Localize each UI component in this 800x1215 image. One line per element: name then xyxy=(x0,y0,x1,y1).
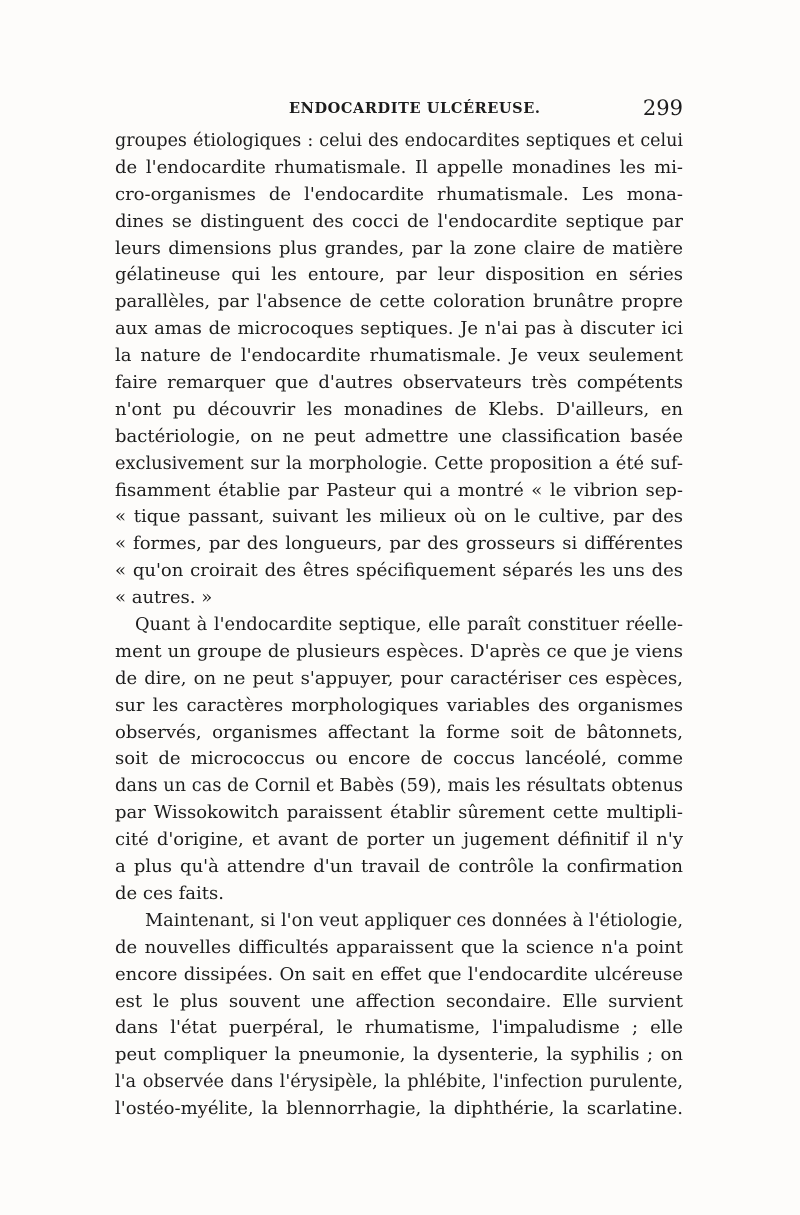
text-line: leurs dimensions plus grandes, par la zone claire de matière xyxy=(115,237,683,259)
text-line: parallèles, par l'absence de cette coloration brunâtre propre xyxy=(115,291,683,313)
text-line: cité d'origine, et avant de porter un jugement définitif il n'y xyxy=(115,829,683,851)
text-line: bactériologie, on ne peut admettre une classification basée xyxy=(115,425,683,447)
text-line: exclusivement sur la morphologie. Cette proposition a été suf- xyxy=(115,453,683,474)
text-line: observés, organismes affectant la forme soit de bâtonnets, xyxy=(115,721,683,743)
text-line: encore dissipées. On sait en effet que l'endocardite ulcéreuse xyxy=(115,963,683,985)
text-line: de ces faits. xyxy=(115,882,224,904)
text-line: l'ostéo-myélite, la blennorrhagie, la diphthérie, la scarlatine. xyxy=(115,1098,683,1120)
text-line: dans un cas de Cornil et Babès (59), mais les résultats obtenus xyxy=(115,776,683,797)
text-line: de nouvelles difficultés apparaissent que la science n'a point xyxy=(115,936,683,958)
text-line: groupes étiologiques : celui des endocardites septiques et celui xyxy=(115,131,683,151)
text-line: « qu'on croirait des êtres spécifiquement séparés les uns des xyxy=(115,560,683,582)
text-line: a plus qu'à attendre d'un travail de contrôle la confirmation xyxy=(115,856,683,878)
running-title: ENDOCARDITE ULCÉREUSE. xyxy=(289,100,541,117)
running-head xyxy=(115,98,683,124)
text-line: fisamment établie par Pasteur qui a montré « le vibrion sep- xyxy=(115,479,683,501)
body-text xyxy=(115,128,683,1123)
text-line: est le plus souvent une affection secondaire. Elle survient xyxy=(115,990,683,1012)
text-line: « autres. » xyxy=(115,587,213,609)
text-line: gélatineuse qui les entoure, par leur disposition en séries xyxy=(115,264,683,286)
text-line: aux amas de microcoques septiques. Je n'ai pas à discuter ici xyxy=(115,318,683,340)
text-line: n'ont pu découvrir les monadines de Klebs. D'ailleurs, en xyxy=(115,398,683,420)
paragraph-first-line: Maintenant, si l'on veut appliquer ces données à l'étiologie, xyxy=(145,910,683,931)
text-line: « formes, par des longueurs, par des grosseurs si différentes xyxy=(115,533,683,555)
text-line: faire remarquer que d'autres observateurs très compétents xyxy=(115,372,683,394)
text-line: peut compliquer la pneumonie, la dysenterie, la syphilis ; on xyxy=(115,1044,683,1066)
text-line: par Wissokowitch paraissent établir sûrement cette multipli- xyxy=(115,802,683,824)
text-line: dines se distinguent des cocci de l'endocardite septique par xyxy=(115,210,683,232)
text-line: l'a observée dans l'érysipèle, la phlébite, l'infection purulente, xyxy=(115,1072,683,1093)
text-line: dans l'état puerpéral, le rhumatisme, l'impaludisme ; elle xyxy=(115,1017,683,1039)
text-line: de l'endocardite rhumatismale. Il appelle monadines les mi- xyxy=(115,156,683,178)
page-number: 299 xyxy=(642,96,683,120)
text-line: soit de micrococcus ou encore de coccus lancéolé, comme xyxy=(115,748,683,770)
text-line: de dire, on ne peut s'appuyer, pour caractériser ces espèces, xyxy=(115,667,683,689)
text-line: la nature de l'endocardite rhumatismale. Je veux seulement xyxy=(115,345,683,367)
text-line: cro-organismes de l'endocardite rhumatismale. Les mona- xyxy=(115,183,683,205)
paragraph-first-line: Quant à l'endocardite septique, elle paraît constituer réelle- xyxy=(135,615,683,636)
text-line: sur les caractères morphologiques variables des organismes xyxy=(115,694,683,716)
text-line: « tique passant, suivant les milieux où on le cultive, par des xyxy=(115,506,683,528)
text-line: ment un groupe de plusieurs espèces. D'après ce que je viens xyxy=(115,640,683,662)
